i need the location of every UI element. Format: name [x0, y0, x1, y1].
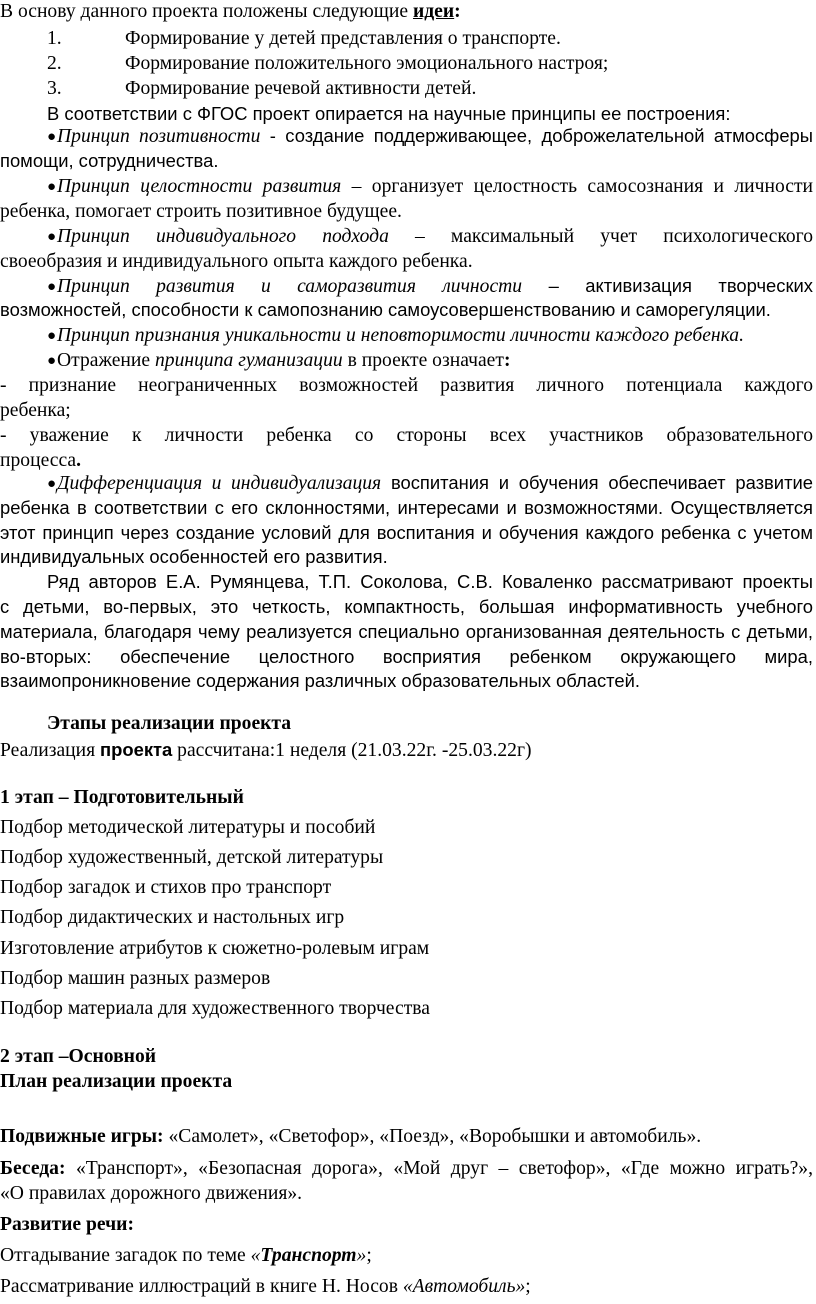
ideas-word: идеи: [412, 1, 455, 22]
bullet-icon: ●: [47, 128, 57, 145]
games-text: «Самолет», «Светофор», «Поезд», «Воробышки и автомобиль».: [163, 1126, 702, 1147]
talk-text: «Транспорт», «Безопасная дорога», «Мой друг – светофор», «Где можно играть?»,: [65, 1158, 813, 1179]
humanization-item-1-cont: ребенка;: [0, 400, 71, 421]
principle-name: Принцип целостности развития: [57, 176, 342, 197]
talk-line-cont: «О правилах дорожного движения».: [0, 1183, 303, 1204]
principle-text: в проекте означает: [342, 350, 504, 371]
stages-title: Этапы реализации проекта: [47, 713, 292, 734]
principle-humanization: [47, 349, 813, 374]
quote-close: »: [356, 1245, 367, 1266]
talk-label: Беседа:: [0, 1158, 66, 1179]
book-title: «Автомобиль»: [402, 1276, 526, 1297]
humanization-item-2-cont: [0, 449, 813, 473]
stage1-item: Подбор дидактических и настольных игр: [0, 907, 345, 928]
humanization-dot: .: [76, 450, 81, 471]
humanization-item-2: - уважение к личности ребенка со стороны всех участников образовательного: [0, 425, 813, 446]
stages-duration: [0, 738, 813, 763]
authors-line-1: Ряд авторов Е.А. Румянцева, Т.П. Соколова, С.В. Коваленко рассматривают проекты: [47, 571, 813, 592]
stage1-item: Подбор материала для художественного творчества: [0, 998, 430, 1019]
idea-text: Формирование положительного эмоционального настроя;: [125, 53, 609, 74]
principle-name: Принцип развития и саморазвития личности: [57, 276, 523, 297]
stage2-title: 2 этап –Основной: [0, 1046, 157, 1067]
book-end: ;: [525, 1276, 531, 1297]
principle-name: Принцип индивидуального подхода: [57, 226, 389, 247]
bullet-icon: ●: [47, 278, 57, 295]
stage1-item: Подбор машин разных размеров: [0, 968, 271, 989]
stage1-item: Подбор методической литературы и пособий: [0, 817, 376, 838]
idea-item: [47, 52, 813, 76]
principle-integrity: [47, 175, 813, 200]
authors-line-3: материала, благодаря чему реализуется специально организованная деятельность с детьми,: [0, 621, 813, 642]
book-line: [0, 1275, 813, 1299]
bullet-icon: ●: [47, 328, 57, 344]
idea-item: [47, 77, 813, 101]
idea-text: Формирование речевой активности детей.: [125, 78, 477, 99]
principle-development: [47, 274, 813, 300]
principle-uniqueness: [47, 324, 813, 349]
principle-name: Принцип признания уникальности и неповторимости личности каждого ребенка.: [57, 325, 745, 346]
humanization-item-1: - признание неограниченных возможностей развития личного потенциала каждого: [0, 375, 813, 396]
stage1-item: Подбор загадок и стихов про транспорт: [0, 877, 332, 898]
quote-open: «: [250, 1245, 261, 1266]
differentiation-cont-2: этот принцип через создание условий для воспитания и обучения каждого ребенка с учетом: [0, 522, 813, 543]
humanization-text: процесса: [0, 450, 77, 471]
principle-name: Принцип позитивности: [57, 126, 261, 147]
principle-integrity-cont: ребенка, помогает строить позитивное будущее.: [0, 201, 402, 222]
authors-line-2: с детьми, во-первых, это четкость, компактность, большая информативность учебного: [0, 596, 813, 617]
principle-colon: :: [503, 350, 511, 371]
intro-colon: :: [454, 1, 461, 22]
principle-text: – максимальный учет психологического: [388, 226, 813, 247]
principle-text: воспитания и обучения обеспечивает развитие: [381, 472, 813, 493]
principle-name: Дифференциация и индивидуализация: [57, 473, 382, 494]
principle-development-cont: возможностей, способности к самопознанию самоусовершенствованию и саморегуляции.: [0, 299, 771, 320]
speech-label: Развитие речи:: [0, 1214, 134, 1235]
plan-title: План реализации проекта: [0, 1071, 233, 1092]
stage1-item: Изготовление атрибутов к сюжетно-ролевым играм: [0, 938, 430, 959]
bullet-icon: ●: [47, 179, 57, 195]
principle-name: принципа гуманизации: [155, 350, 343, 371]
idea-item: [47, 27, 813, 51]
riddles-topic: Транспорт: [260, 1245, 357, 1266]
authors-line-5: взаимопроникновение содержания различных образовательных областей.: [0, 670, 640, 691]
talk-line: [0, 1157, 813, 1181]
duration-lead: Реализация: [0, 740, 101, 761]
book-text: Рассматривание иллюстраций в книге Н. Носов: [0, 1276, 403, 1297]
bullet-icon: ●: [47, 475, 57, 492]
idea-number: 2.: [47, 53, 62, 74]
riddles-end: ;: [366, 1245, 372, 1266]
principle-lead: Отражение: [57, 350, 155, 371]
intro-line: [0, 0, 813, 24]
differentiation-cont-1: ребенка в соответствии с его склонностями, интересами и возможностями. Осуществляется: [0, 497, 813, 518]
riddles-text: Отгадывание загадок по теме: [0, 1245, 251, 1266]
bullet-icon: ●: [47, 229, 57, 245]
principle-differentiation: [47, 471, 813, 497]
principle-text: – организует целостность самосознания и личности: [341, 176, 813, 197]
outdoor-games-line: [0, 1125, 813, 1149]
games-label: Подвижные игры:: [0, 1126, 164, 1147]
principle-individual: [47, 225, 813, 250]
riddles-line: [0, 1244, 813, 1268]
principle-text: – активизация творческих: [522, 275, 813, 296]
stage1-item: Подбор художественный, детской литературы: [0, 847, 384, 868]
principle-individual-cont: своеобразия и индивидуального опыта каждого ребенка.: [0, 251, 473, 272]
intro-lead: В основу данного проекта положены следующие: [0, 1, 413, 22]
idea-number: 3.: [47, 78, 62, 99]
duration-dates: рассчитана:1 неделя (21.03.22г. -25.03.22г): [172, 740, 532, 761]
idea-number: 1.: [47, 28, 62, 49]
fgos-line: В соответствии с ФГОС проект опирается на научные принципы ее построения:: [47, 103, 731, 124]
stage1-title: 1 этап – Подготовительный: [0, 787, 244, 808]
authors-line-4: во-вторых: обеспечение целостного восприятия ребенком окружающего мира,: [0, 646, 813, 667]
duration-word: проекта: [100, 739, 173, 760]
principle-positivity-cont: помощи, сотрудничества.: [0, 150, 219, 171]
bullet-icon: ●: [47, 353, 57, 369]
differentiation-cont-3: индивидуальных особенностей его развития.: [0, 546, 388, 567]
principle-text: - создание поддерживающее, доброжелательной атмосферы: [260, 125, 813, 146]
idea-text: Формирование у детей представления о транспорте.: [125, 28, 561, 49]
principle-positivity: [47, 124, 813, 150]
